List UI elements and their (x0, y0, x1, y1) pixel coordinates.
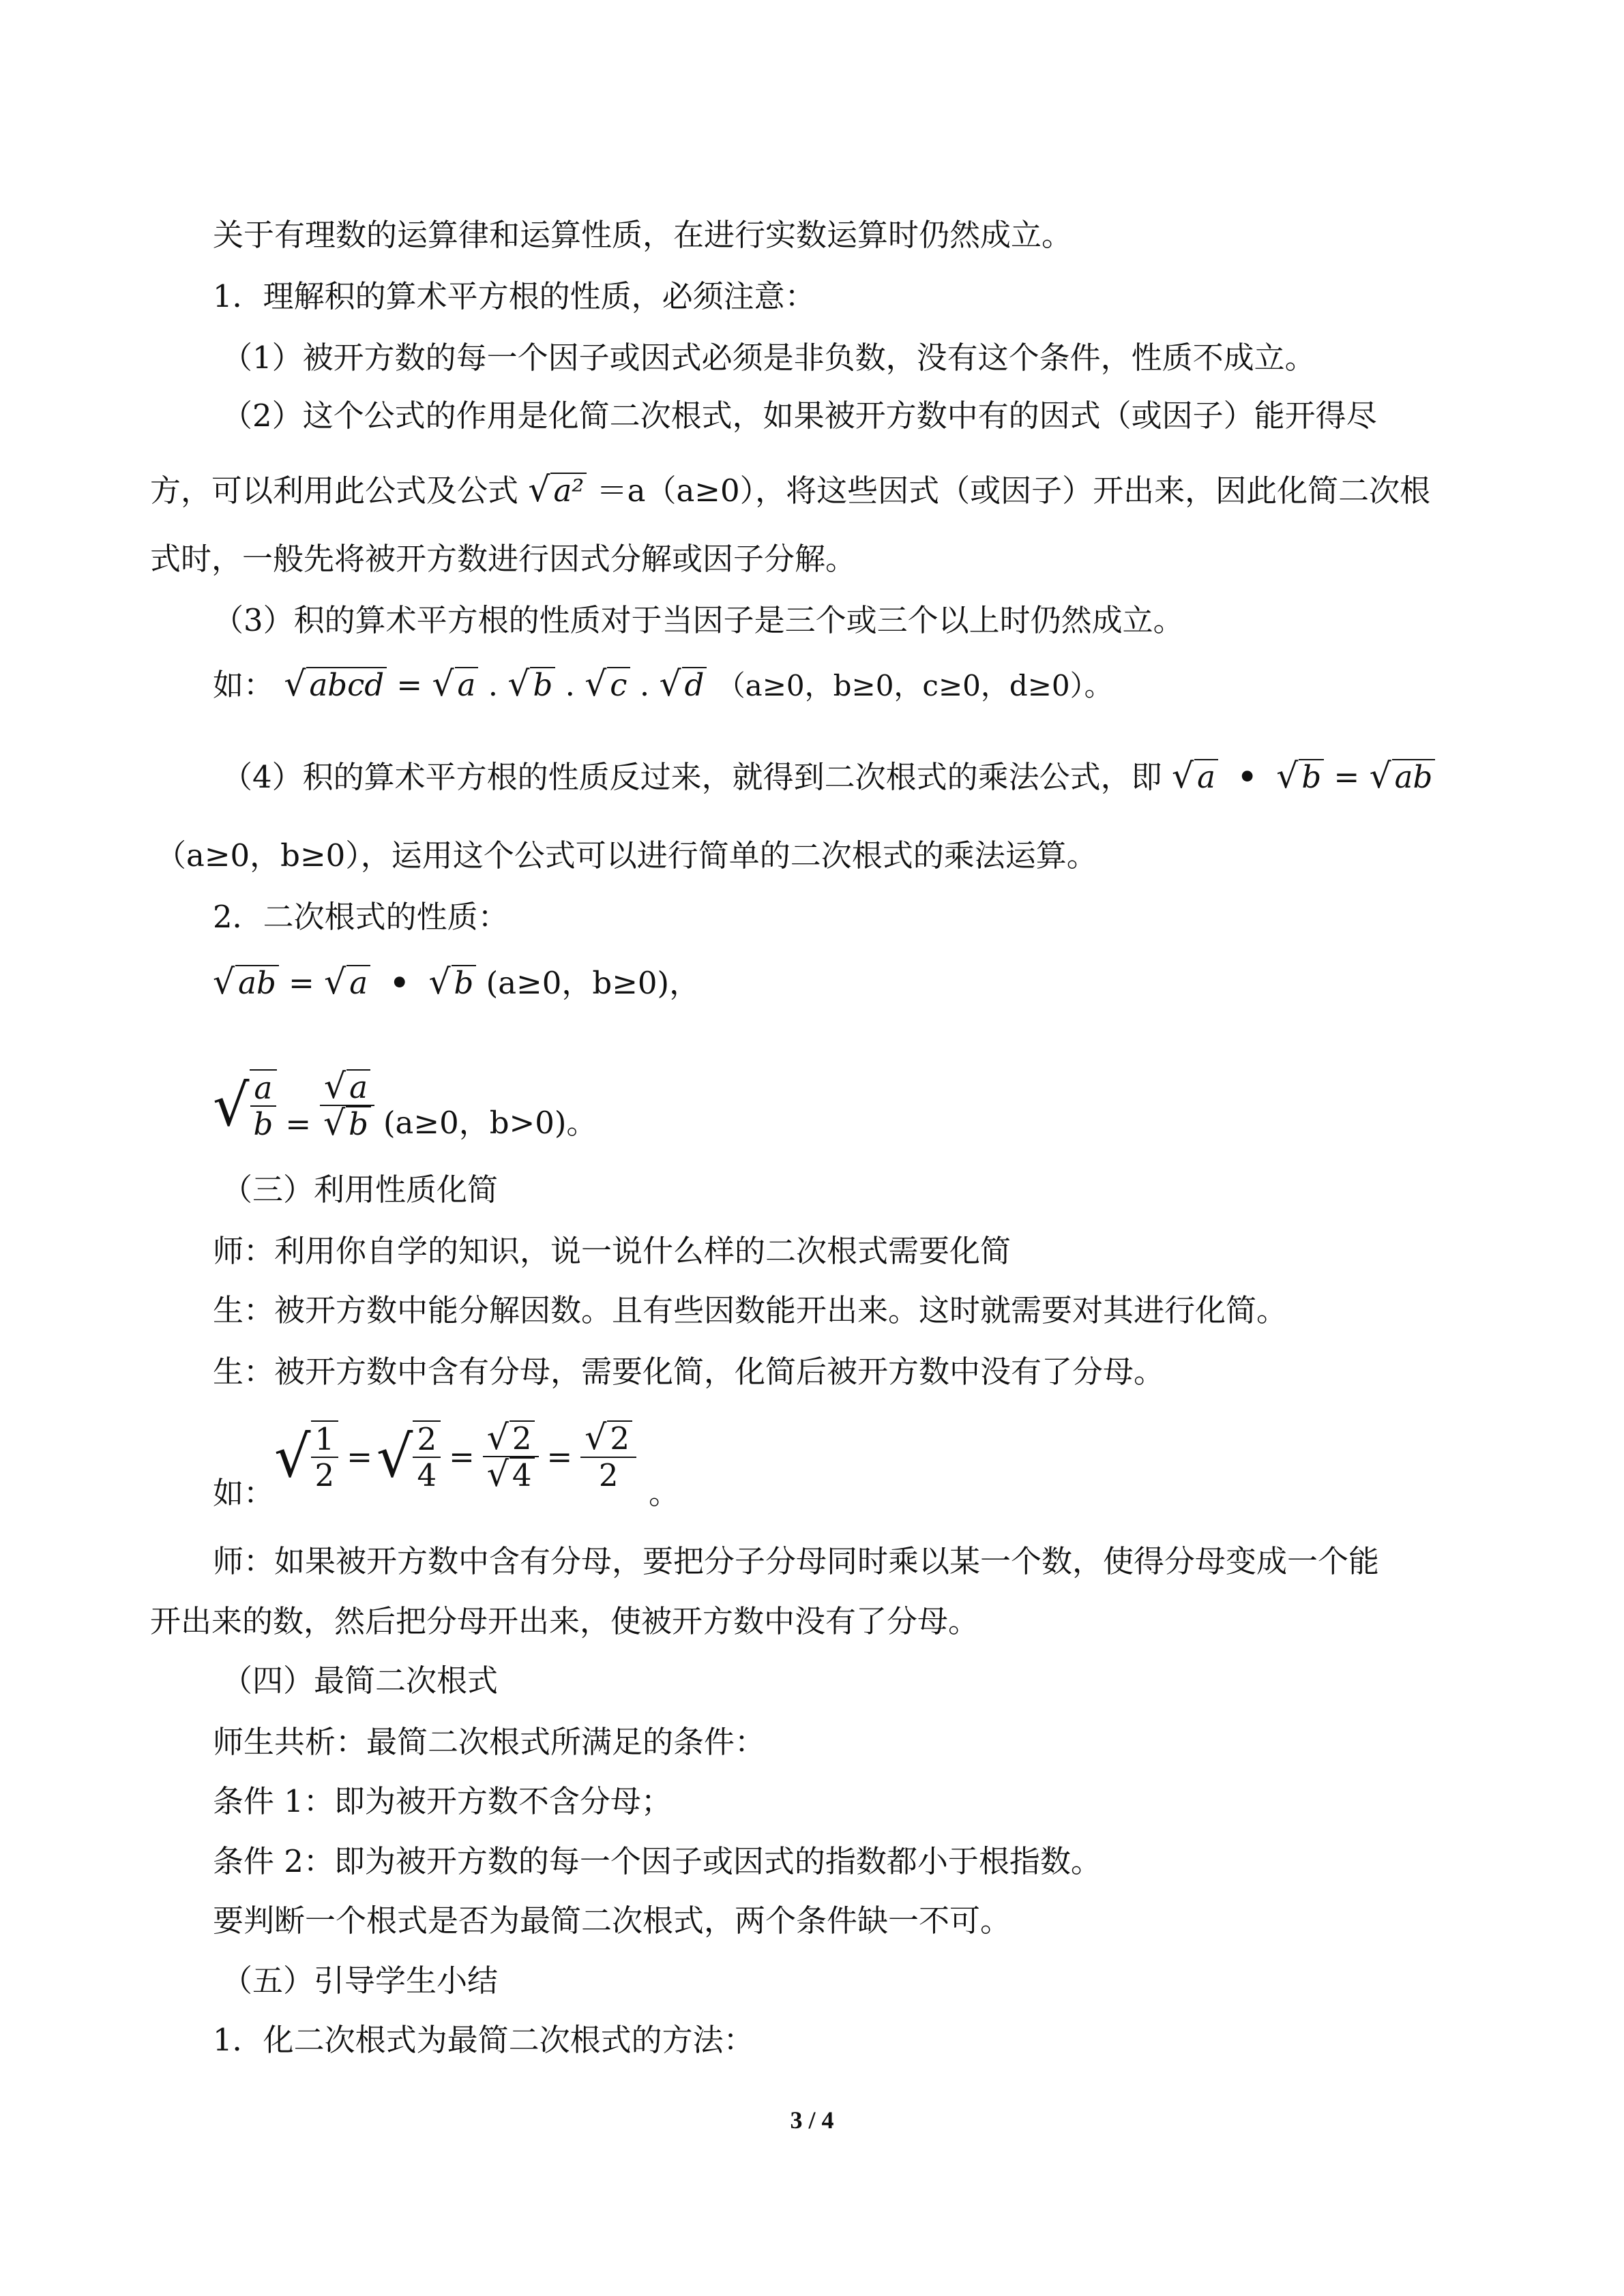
text-span: 。 (649, 1475, 680, 1511)
multiply-dot: . (565, 667, 575, 703)
paragraph-line: 生：被开方数中能分解因数。且有些因数能开出来。这时就需要对其进行化简。 (213, 1292, 1288, 1328)
formula-line-product (213, 963, 700, 1004)
text-span: （a≥0，b≥0，c≥0，d≥0）。 (716, 669, 1113, 702)
section-heading: （五）引导学生小结 (222, 1963, 499, 1999)
sqrt-b: √ b (1276, 759, 1324, 794)
equals-sign: = (285, 1106, 312, 1142)
section-heading: （四）最简二次根式 (222, 1663, 499, 1699)
section-heading: （三）利用性质化简 (222, 1172, 499, 1208)
sqrt-d: √ d (659, 667, 707, 702)
simplification-chain (274, 1416, 640, 1495)
sqrt-c: √ c (585, 667, 630, 702)
equals-sign: = (546, 1438, 573, 1475)
sqrt-b: √ b (428, 965, 476, 1000)
paragraph-line: 师生共析：最简二次根式所满足的条件： (213, 1724, 766, 1760)
paragraph-line: （1）被开方数的每一个因子或因式必须是非负数，没有这个条件，性质不成立。 (222, 340, 1316, 376)
paragraph-line: 开出来的数，然后把分母开出来，使被开方数中没有了分母。 (150, 1603, 979, 1639)
text-span: 如： (213, 667, 275, 703)
paragraph-line: 条件 2：即为被开方数的每一个因子或因式的指数都小于根指数。 (213, 1843, 1102, 1879)
sqrt-one-half: √ $\frac{1}{2}$ (274, 1420, 342, 1494)
paragraph-line: 师：如果被开方数中含有分母，要把分子分母同时乘以某一个数，使得分母变成一个能 (213, 1543, 1380, 1579)
example-line-abcd (213, 665, 1113, 706)
paragraph-line: 1．化二次根式为最简二次根式的方法： (213, 2022, 754, 2058)
text-span: (a≥0，b≥0)， (486, 965, 700, 1001)
text-span: （4）积的算术平方根的性质反过来，就得到二次根式的乘法公式，即 (222, 759, 1162, 795)
sqrt-two-fourths: √ $\frac{2}{4}$ (377, 1420, 445, 1494)
equals-sign: = (346, 1438, 372, 1475)
paragraph-line: 师：利用你自学的知识，说一说什么样的二次根式需要化简 (213, 1233, 1012, 1269)
page-number: 3 / 4 (790, 2106, 834, 2134)
text-span: ＝a（a≥0），将这些因式（或因子）开出来，因此化简二次根 (596, 473, 1431, 509)
paragraph-line: 生：被开方数中含有分母，需要化简，化简后被开方数中没有了分母。 (213, 1354, 1165, 1390)
multiply-dot: • (389, 965, 410, 1001)
equals-sign: = (396, 667, 423, 703)
equals-sign: = (449, 1438, 475, 1475)
formula-line-quotient (213, 1033, 597, 1142)
multiply-dot: . (488, 667, 499, 703)
sqrt-a-squared-formula: √ a² (528, 473, 587, 508)
multiply-dot: • (1237, 759, 1257, 795)
paragraph-line: 要判断一个根式是否为最简二次根式，两个条件缺一不可。 (213, 1903, 1012, 1939)
paragraph-line: （3）积的算术平方根的性质对于当因子是三个或三个以上时仍然成立。 (213, 602, 1184, 638)
paragraph-line-with-formula (150, 471, 1430, 511)
fraction-sqrt-a-over-sqrt-b: √ a √ b (319, 1069, 375, 1143)
equals-sign: = (1333, 759, 1360, 795)
sqrt-abcd: √ abcd (284, 667, 387, 702)
sqrt-ab: √ ab (1370, 759, 1436, 794)
text-span: 方，可以利用此公式及公式 (150, 473, 519, 509)
paragraph-line: 关于有理数的运算律和运算性质，在进行实数运算时仍然成立。 (213, 217, 1073, 253)
paragraph-line-with-formula (222, 757, 1435, 798)
sqrt-ab: √ ab (213, 965, 279, 1000)
text-span: 如： (213, 1475, 275, 1511)
example-line-half (213, 1401, 679, 1514)
sqrt-a: √ a (324, 965, 370, 1000)
text-span: (a≥0，b>0)。 (383, 1105, 597, 1141)
sqrt-a: √ a (1172, 759, 1218, 794)
sqrt-a: √ a (432, 667, 478, 702)
radicand: a² (550, 473, 587, 508)
paragraph-line: （a≥0，b≥0），运用这个公式可以进行简单的二次根式的乘法运算。 (156, 837, 1097, 874)
equals-sign: = (289, 965, 314, 1001)
fraction-sqrt2-over-2: √ 2 2 (580, 1420, 636, 1493)
multiply-dot: . (639, 667, 650, 703)
fraction-sqrt2-over-sqrt4: √ 2 √ 4 (483, 1420, 539, 1494)
sqrt-a-over-b: √ $\frac{a}{b}$ (213, 1069, 281, 1143)
paragraph-line: 2．二次根式的性质： (213, 899, 509, 935)
sqrt-b: √ b (507, 667, 555, 702)
paragraph-line: 1．理解积的算术平方根的性质，必须注意： (213, 278, 816, 314)
paragraph-line: 条件 1：即为被开方数不含分母； (213, 1783, 672, 1819)
paragraph-line: 式时，一般先将被开方数进行因式分解或因子分解。 (150, 541, 857, 577)
paragraph-line: （2）这个公式的作用是化简二次根式，如果被开方数中有的因式（或因子）能开得尽 (222, 398, 1377, 434)
